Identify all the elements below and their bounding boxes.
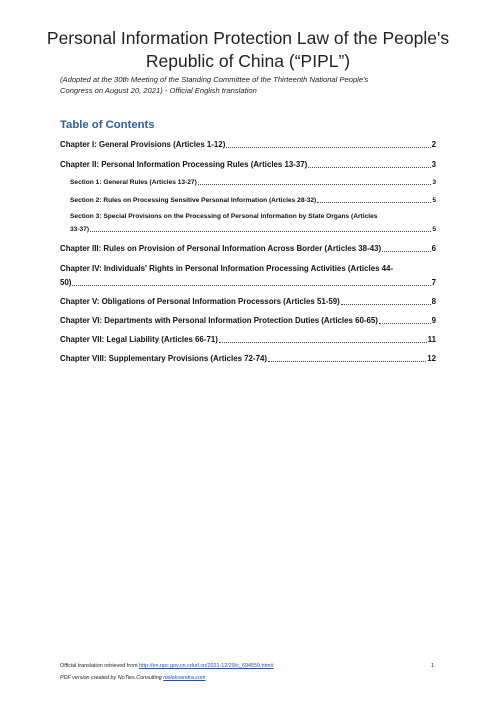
- toc-entry-section-3[interactable]: [60, 212, 436, 234]
- toc-entry-chapter-1[interactable]: [60, 140, 436, 150]
- toc-entry-text[interactable]: Chapter V: Obligations of Personal Information Processors (Articles 51-59): [60, 297, 340, 306]
- toc-leader-dots: [382, 251, 431, 252]
- toc-entry-page[interactable]: 12: [427, 354, 436, 363]
- toc-entry-text[interactable]: Chapter I: General Provisions (Articles 1-12): [60, 140, 226, 149]
- toc-entry-text[interactable]: Section 2: Rules on Processing Sensitive Personal Information (Articles 28-32): [70, 197, 317, 204]
- toc-entry-page[interactable]: 6: [431, 244, 436, 253]
- subtitle-line-1: (Adopted at the 30th Meeting of the Standing Committee of the Thirteenth National People's: [60, 75, 369, 84]
- toc-entry-text-line-1[interactable]: Chapter IV: Individuals' Rights in Personal Information Processing Activities (Articles 44-: [60, 264, 394, 273]
- footer-credit-label: PDF version created by NoTies.Consulting: [60, 675, 164, 681]
- toc-entry-text[interactable]: Chapter II: Personal Information Processing Rules (Articles 13-37): [60, 160, 308, 169]
- toc-entry-chapter-6[interactable]: [60, 316, 436, 326]
- toc-entry-page[interactable]: 3: [431, 160, 436, 169]
- toc-entry-chapter-4[interactable]: [60, 264, 436, 288]
- toc-leader-dots: [308, 167, 430, 168]
- toc-entry-text[interactable]: Chapter VIII: Supplementary Provisions (Articles 72-74): [60, 354, 267, 363]
- toc-leader-dots: [198, 184, 432, 185]
- toc-heading: Table of Contents: [60, 119, 155, 131]
- title-line-2: Republic of China (“PIPL”): [145, 51, 351, 71]
- document-subtitle: [60, 74, 440, 96]
- toc-leader-dots: [226, 147, 430, 148]
- toc-entry-text-line-1[interactable]: Section 3: Special Provisions on the Processing of Personal Information by State Organs (Articles: [70, 213, 378, 220]
- footer-credit-link[interactable]: nieleksandra.com: [163, 675, 206, 681]
- page-number: 1: [431, 663, 434, 669]
- toc-entry-text[interactable]: Chapter VI: Departments with Personal Information Protection Duties (Articles 60-65): [60, 316, 378, 325]
- footer-source: [60, 663, 273, 669]
- toc-entry-chapter-3[interactable]: [60, 244, 436, 254]
- toc-leader-dots: [317, 202, 431, 203]
- toc-leader-dots: [219, 342, 427, 343]
- footer-source-label: Official translation retrieved from: [60, 663, 139, 669]
- toc-entry-chapter-7[interactable]: [60, 335, 436, 345]
- toc-entry-page[interactable]: 5: [432, 226, 436, 233]
- toc-entry-page[interactable]: 9: [431, 316, 436, 325]
- toc-entry-chapter-5[interactable]: [60, 297, 436, 307]
- toc-entry-page[interactable]: 7: [431, 278, 436, 287]
- toc-entry-chapter-2[interactable]: [60, 160, 436, 170]
- toc-entry-page[interactable]: 2: [431, 140, 436, 149]
- toc-entry-text[interactable]: Chapter VII: Legal Liability (Articles 66-71): [60, 335, 218, 344]
- toc-entry-page[interactable]: 5: [432, 197, 436, 204]
- toc-entry-page[interactable]: 3: [432, 179, 436, 186]
- toc-entry-chapter-8[interactable]: [60, 354, 436, 364]
- toc-leader-dots: [90, 231, 431, 232]
- footer-source-link[interactable]: http://en.npc.gov.cn.cdurl.cn/2021-12/29/c_694559.htm#: [139, 663, 274, 669]
- toc-entry-page[interactable]: 11: [427, 335, 436, 344]
- toc-entry-section-1[interactable]: [60, 178, 436, 187]
- toc-leader-dots: [341, 304, 431, 305]
- toc-entry-text[interactable]: Section 1: General Rules (Articles 13-27): [70, 179, 197, 186]
- toc-leader-dots: [379, 323, 431, 324]
- title-line-1: Personal Information Protection Law of the People's: [46, 28, 450, 48]
- toc-entry-section-2[interactable]: [60, 196, 436, 205]
- toc-leader-dots: [268, 361, 426, 362]
- toc-entry-text-line-2[interactable]: 33-37): [70, 226, 90, 233]
- document-title: [40, 27, 456, 73]
- toc-entry-page[interactable]: 8: [431, 297, 436, 306]
- toc-entry-text[interactable]: Chapter III: Rules on Provision of Personal Information Across Border (Articles 38-43): [60, 244, 382, 253]
- footer-credit: [60, 675, 205, 681]
- subtitle-line-2: Congress on August 20, 2021) - Official English translation: [60, 86, 257, 95]
- toc-leader-dots: [72, 285, 430, 286]
- toc-entry-text-line-2[interactable]: 50): [60, 278, 72, 287]
